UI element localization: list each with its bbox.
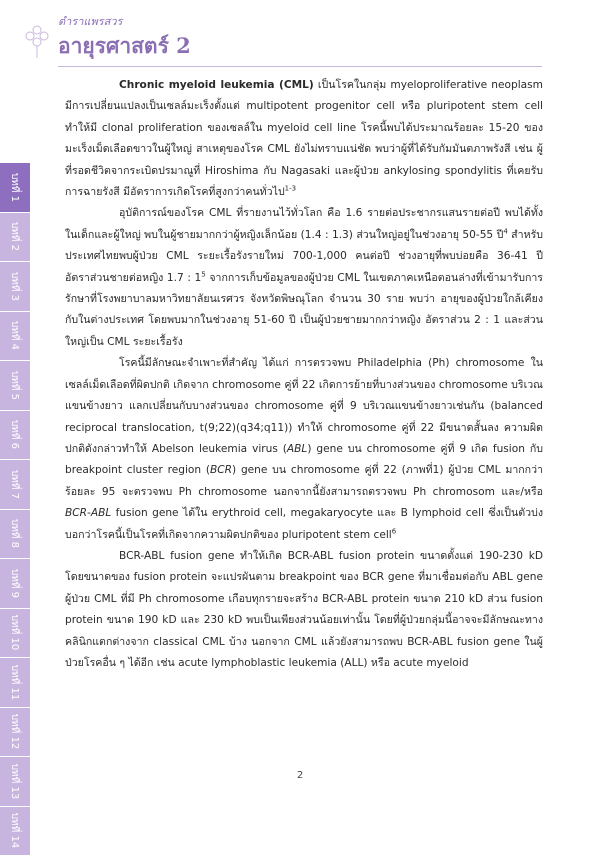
article-body (65, 75, 543, 674)
chapter-tab-2[interactable] (0, 213, 30, 263)
chapter-tab-label: บทที่ 6 (7, 420, 22, 449)
reference-marker: 5 (201, 270, 205, 278)
reference-marker: 4 (503, 227, 507, 235)
paragraph-text: เป็นโรคในกลุ่ม myeloproliferative neoplasm มีการเปลี่ยนแปลงเป็นเซลล์มะเร็งตั้งแต่ multipotent progenitor cell หรือ pluripotent stem cell ทำให้มี clonal proliferation ของเซลล์ใน myeloid cell line โรคนี้พบได้ประมาณร้อยละ 15-20 ของมะเร็งเม็ดเลือดขาวในผู้ใหญ่ สาเหตุของโรค CML ยังไม่ทราบแน่ชัด พบว่าผู้ที่ได้รับกัมมันตภาพรังสี เช่น ผู้ที่รอดชีวิตจากระเบิดปรมาณูที่ Hiroshima กับ Nagasaki และผู้ป่วย ankylosing spondylitis ที่เคยรับการฉายรังสี มีอัตราการเกิดโรคที่สูงกว่าคนทั่วไป (65, 79, 543, 198)
chapter-tab-9[interactable] (0, 559, 30, 609)
gene-bcr: BCR (210, 464, 232, 476)
paragraph-text: fusion gene ได้ใน erythroid cell, megakaryocyte และ B lymphoid cell ซึ่งเป็นตัวบ่งบอกว่าโรคนี้เป็นโรคที่เกิดจากความผิดปกติของ pluripotent stem cell (65, 507, 543, 540)
paragraph-text: ) gene บน chromosome คู่ที่ 22 (ภาพที่1) ผู้ป่วย CML มากกว่าร้อยละ 95 จะตรวจพบ Ph chromosome นอกจากนี้ยังสามารถตรวจพบ Ph chromosom และ/หรือ (65, 464, 543, 497)
term-cml: Chronic myeloid leukemia (CML) (119, 79, 314, 91)
chapter-tab-label: บทที่ 4 (7, 321, 22, 350)
chapter-tab-8[interactable] (0, 510, 30, 560)
page-header (0, 0, 600, 70)
chapter-tab-5[interactable] (0, 361, 30, 411)
reference-marker: 1-3 (285, 185, 296, 193)
paragraph-text: อุบัติการณ์ของโรค CML ที่รายงานไว้ทั่วโลก คือ 1.6 รายต่อประชากรแสนรายต่อปี พบได้ทั้งในเด็กและผู้ใหญ่ พบในผู้ชายมากกว่าผู้หญิงเล็กน้อย (1.4 : 1.3) ส่วนใหญ่อยู่ในช่วงอายุ 50-55 ปี (65, 207, 543, 240)
paragraph-text: BCR-ABL fusion gene ทำให้เกิด BCR-ABL fusion protein ขนาดตั้งแต่ 190-230 kD โดยขนาดของ fusion protein จะแปรผันตาม breakpoint ของ BCR gene ที่มาเชื่อมต่อกับ ABL gene ผู้ป่วย CML ที่มี Ph chromosome เกือบทุกรายจะสร้าง BCR-ABL protein ขนาด 210 kD ส่วน fusion protein ขนาด 190 kD และ 230 kD พบเป็นเพียงส่วนน้อยเท่านั้น โดยที่ผู้ป่วยกลุ่มนี้อาจจะมีลักษณะทางคลินิกแตกต่างจาก classical CML บ้าง นอกจาก CML แล้วยังสามารถพบ BCR-ABL fusion gene ในผู้ป่วยโรคอื่น ๆ ได้อีก เช่น acute lymphoblastic leukemia (ALL) หรือ acute myeloid (65, 550, 543, 669)
chapter-tab-10[interactable] (0, 609, 30, 659)
chapter-tab-4[interactable] (0, 312, 30, 362)
chapter-tab-label: บทที่ 5 (7, 371, 22, 400)
paragraph-incidence (65, 203, 543, 353)
chapter-tab-1[interactable] (0, 163, 30, 213)
chapter-tab-11[interactable] (0, 658, 30, 708)
paragraph-definition (65, 75, 543, 203)
chapter-tab-6[interactable] (0, 411, 30, 461)
chapter-tab-12[interactable] (0, 708, 30, 758)
chapter-tabs (0, 163, 30, 856)
page-number: 2 (0, 770, 600, 781)
chapter-tab-3[interactable] (0, 262, 30, 312)
chapter-tab-label: บทที่ 1 (7, 173, 22, 202)
chapter-tab-label: บทที่ 10 (8, 615, 23, 650)
header-divider (58, 66, 542, 67)
chapter-tab-label: บทที่ 7 (7, 470, 22, 499)
chapter-tab-label: บทที่ 9 (7, 569, 22, 598)
chapter-tab-7[interactable] (0, 460, 30, 510)
paragraph-text: จากการเก็บข้อมูลของผู้ป่วย CML ในเขตภาคเหนือตอนล่างที่เข้ามารับการรักษาที่โรงพยาบาลมหาวิทยาลัยนเรศวร จังหวัดพิษณุโลก จำนวน 30 ราย พบว่า อายุของผู้ป่วยใกล้เคียงกับในต่างประเทศ โดยพบมากในช่วงอายุ 51-60 ปี เป็นผู้ป่วยชายมากกว่าหญิง อัตราส่วน 2 : 1 และส่วนใหญ่เป็น CML ระยะเรื้อรัง (65, 272, 543, 348)
reference-marker: 6 (392, 527, 396, 535)
paragraph-text: สำหรับประเทศไทยพบผู้ป่วย CML ระยะเรื้อรังรายใหม่ 700-1,000 คนต่อปี ช่วงอายุที่พบบ่อยคือ 36-41 ปี อัตราส่วนชายต่อหญิง 1.7 : 1 (65, 229, 543, 284)
gene-abl: ABL (287, 443, 307, 455)
flower-ornament-icon (20, 18, 54, 58)
chapter-tab-label: บทที่ 2 (7, 222, 22, 251)
chapter-tab-label: บทที่ 11 (8, 665, 23, 700)
paragraph-fusion-protein (65, 546, 543, 674)
chapter-tab-label: บทที่ 14 (8, 813, 23, 848)
paragraph-text: ) gene บน chromosome คู่ที่ 9 เกิด fusion กับ breakpoint cluster region ( (65, 443, 543, 476)
gene-bcr-abl: BCR-ABL (65, 507, 111, 519)
chapter-tab-13[interactable] (0, 757, 30, 807)
chapter-tab-label: บทที่ 8 (7, 519, 22, 548)
chapter-tab-label: บทที่ 3 (7, 272, 22, 301)
book-series-title: ตำราแพรสวร (58, 12, 122, 30)
paragraph-philadelphia (65, 353, 543, 546)
paragraph-text: โรคนี้มีลักษณะจำเพาะที่สำคัญ ได้แก่ การตรวจพบ Philadelphia (Ph) chromosome ในเซลล์เม็ดเลือดที่ผิดปกติ เกิดจาก chromosome คู่ที่ 22 เกิดการย้ายที่บางส่วนของ chromosome บริเวณแขนข้างยาว แลกเปลี่ยนกับบางส่วนของ chromosome คู่ที่ 9 บริเวณแขนข้างยาวเช่นกัน (balanced reciprocal translocation, t(9;22)(q34;q11)) ทำให้ chromosome คู่ที่ 22 มีขนาดสั้นลง ความผิดปกติดังกล่าวทำให้ Abelson leukemia virus ( (65, 357, 543, 455)
book-title: อายุรศาสตร์ 2 (58, 30, 191, 63)
chapter-tab-14[interactable] (0, 807, 30, 856)
chapter-tab-label: บทที่ 12 (8, 714, 23, 749)
chapter-tab-label: บทที่ 13 (8, 764, 23, 799)
